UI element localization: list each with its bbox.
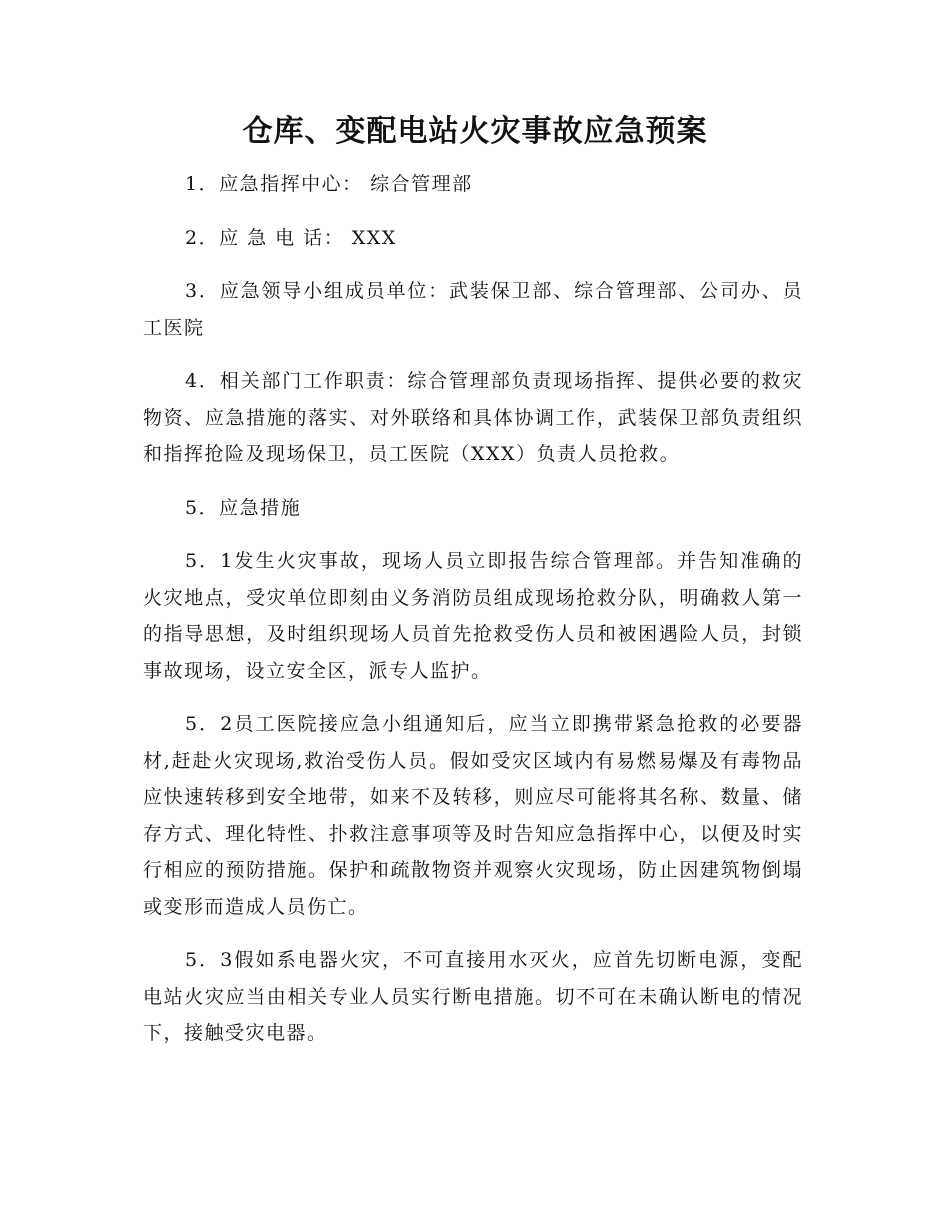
paragraph-emergency-measures-heading: 5．应急措施 (185, 496, 302, 519)
paragraph-department-duties: 4．相关部门工作职责：综合管理部负责现场指挥、提供必要的救灾物资、应急措施的落实、对外联络和具体协调工作，武装保卫部负责组织和指挥抢险及现场保卫，员工医院（XXX）负责人员抢救。 (143, 370, 803, 465)
document-title: 仓库、变配电站火灾事故应急预案 (242, 114, 708, 149)
paragraph-measure-5-3: 5．3假如系电器火灾，不可直接用水灭火，应首先切断电源，变配电站火灾应当由相关专业人员实行断电措施。切不可在未确认断电的情况下，接触受灾电器。 (143, 949, 803, 1044)
paragraph-leadership-units: 3．应急领导小组成员单位：武装保卫部、综合管理部、公司办、员工医院 (143, 280, 803, 339)
paragraph-measure-5-2: 5．2员工医院接应急小组通知后，应当立即携带紧急抢救的必要器材,赶赴火灾现场,救治受伤人员。假如受灾区域内有易燃易爆及有毒物品应快速转移到安全地带，如来不及转移，则应尽可能将其名称、数量、储存方式、理化特性、扑救注意事项等及时告知应急指挥中心，以便及时实行相应的预防措施。保护和疏散物资并观察火灾现场，防止因建筑物倒塌或变形而造成人员伤亡。 (143, 713, 803, 918)
paragraph-command-center: 1．应急指挥中心： 综合管理部 (185, 173, 473, 195)
paragraph-emergency-phone: 2．应 急 电 话： XXX (185, 226, 397, 249)
paragraph-measure-5-1: 5．1发生火灾事故，现场人员立即报告综合管理部。并告知准确的火灾地点，受灾单位即刻由义务消防员组成现场抢救分队，明确救人第一的指导思想，及时组织现场人员首先抢救受伤人员和被困遇险人员，封锁事故现场，设立安全区，派专人监护。 (143, 550, 803, 682)
document-body (143, 166, 803, 1052)
